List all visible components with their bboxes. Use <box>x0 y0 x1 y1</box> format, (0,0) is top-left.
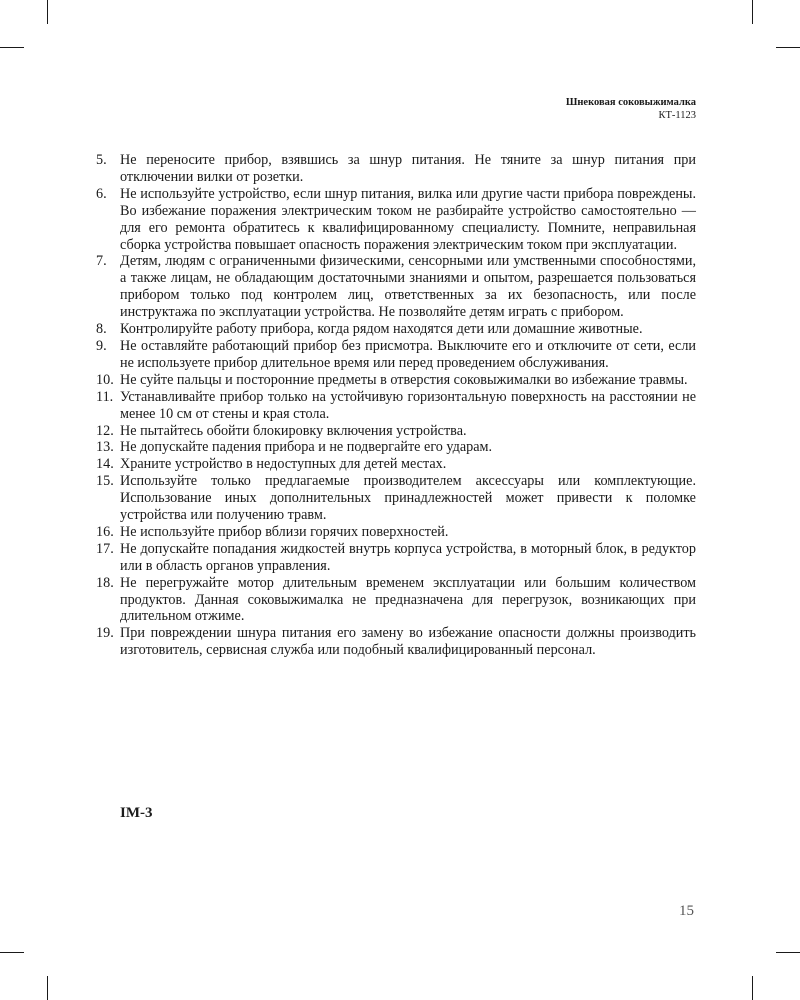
list-item <box>96 473 696 524</box>
safety-instructions-list <box>96 152 696 659</box>
list-item <box>96 423 696 440</box>
item-text: При повреждении шнура питания его замену во избежание опасности должны производить изготовитель, сервисная служба или подобный квалифицированный персонал. <box>120 625 696 659</box>
item-text: Храните устройство в недоступных для детей местах. <box>120 456 447 473</box>
item-text: Не суйте пальцы и посторонние предметы в отверстия соковыжималки во избежание травмы. <box>120 371 688 388</box>
list-item <box>96 524 696 541</box>
list-item <box>96 186 696 254</box>
item-number: 14. <box>96 456 114 473</box>
item-text: Не используйте прибор вблизи горячих поверхностей. <box>120 523 449 540</box>
crop-mark <box>0 952 24 953</box>
item-number: 8. <box>96 321 107 338</box>
crop-mark <box>0 47 24 48</box>
crop-mark <box>47 976 48 1000</box>
item-text: Контролируйте работу прибора, когда рядом находятся дети или домашние животные. <box>120 321 643 338</box>
item-text: Не переносите прибор, взявшись за шнур питания. Не тяните за шнур питания при отключении вилки от розетки. <box>120 152 696 185</box>
list-item <box>96 253 696 321</box>
item-number: 18. <box>96 574 114 591</box>
item-text: Не оставляйте работающий прибор без присмотра. Выключите его и отключите от сети, если не используете прибор длительное время или перед проведением обслуживания. <box>120 337 696 371</box>
item-number: 17. <box>96 540 114 557</box>
item-number: 5. <box>96 152 107 168</box>
crop-mark <box>776 47 800 48</box>
model-number: КТ-1123 <box>658 110 696 121</box>
crop-mark <box>752 0 753 24</box>
item-number: 9. <box>96 337 107 354</box>
document-code: IM-3 <box>120 805 153 821</box>
page-number: 15 <box>679 903 694 919</box>
item-text: Устанавливайте прибор только на устойчивую горизонтальную поверхность на расстоянии не менее 10 см от стены и края стола. <box>120 388 696 422</box>
running-header <box>566 96 696 122</box>
product-title: Шнековая соковыжималка <box>565 97 696 108</box>
list-item <box>96 321 696 338</box>
list-item <box>96 372 696 389</box>
list-item <box>96 389 696 423</box>
crop-mark <box>47 0 48 24</box>
item-text: Не перегружайте мотор длительным временем эксплуатации или большим количеством продуктов. Данная соковыжималка не предназначена для перегрузок, возникающих при длительном отжиме. <box>120 574 696 625</box>
item-number: 13. <box>96 439 114 456</box>
item-number: 16. <box>96 523 114 540</box>
list-item <box>96 439 696 456</box>
list-item <box>96 541 696 575</box>
item-number: 7. <box>96 253 107 270</box>
item-text: Не используйте устройство, если шнур питания, вилка или другие части прибора повреждены. Во избежание поражения электрическим током не разбирайте устройство самостоятельно — для его ремонта обратитесь к квалифицированному специалисту. Помните, неправильная сборка устройства повышает опасность поражения электрическим током при эксплуатации. <box>120 185 696 253</box>
list-item <box>96 625 696 659</box>
item-text: Не допускайте попадания жидкостей внутрь корпуса устройства, в моторный блок, в редуктор или в область органов управления. <box>120 540 696 574</box>
item-number: 11. <box>96 388 114 405</box>
item-text: Не пытайтесь обойти блокировку включения устройства. <box>120 422 467 439</box>
item-number: 12. <box>96 422 114 439</box>
list-item <box>96 456 696 473</box>
item-text: Детям, людям с ограниченными физическими, сенсорными или умственными способностями, а также лицам, не обладающим достаточными знаниями и опытом, разрешается пользоваться прибором только под контролем лиц, ответственных за их безопасность, или после инструктажа по эксплуатации устройства. Не позволяйте детям играть с прибором. <box>120 253 696 321</box>
item-text: Используйте только предлагаемые производителем аксессуары или комплектующие. Использование иных дополнительных принадлежностей может привести к поломке устройства или получению травм. <box>120 473 696 524</box>
item-text: Не допускайте падения прибора и не подвергайте его ударам. <box>120 439 493 456</box>
item-number: 10. <box>96 371 114 388</box>
crop-mark <box>776 952 800 953</box>
item-number: 19. <box>96 625 114 642</box>
item-number: 15. <box>96 473 114 490</box>
item-number: 6. <box>96 185 107 202</box>
crop-mark <box>752 976 753 1000</box>
list-item <box>96 338 696 372</box>
list-item <box>96 575 696 626</box>
list-item <box>96 152 696 186</box>
